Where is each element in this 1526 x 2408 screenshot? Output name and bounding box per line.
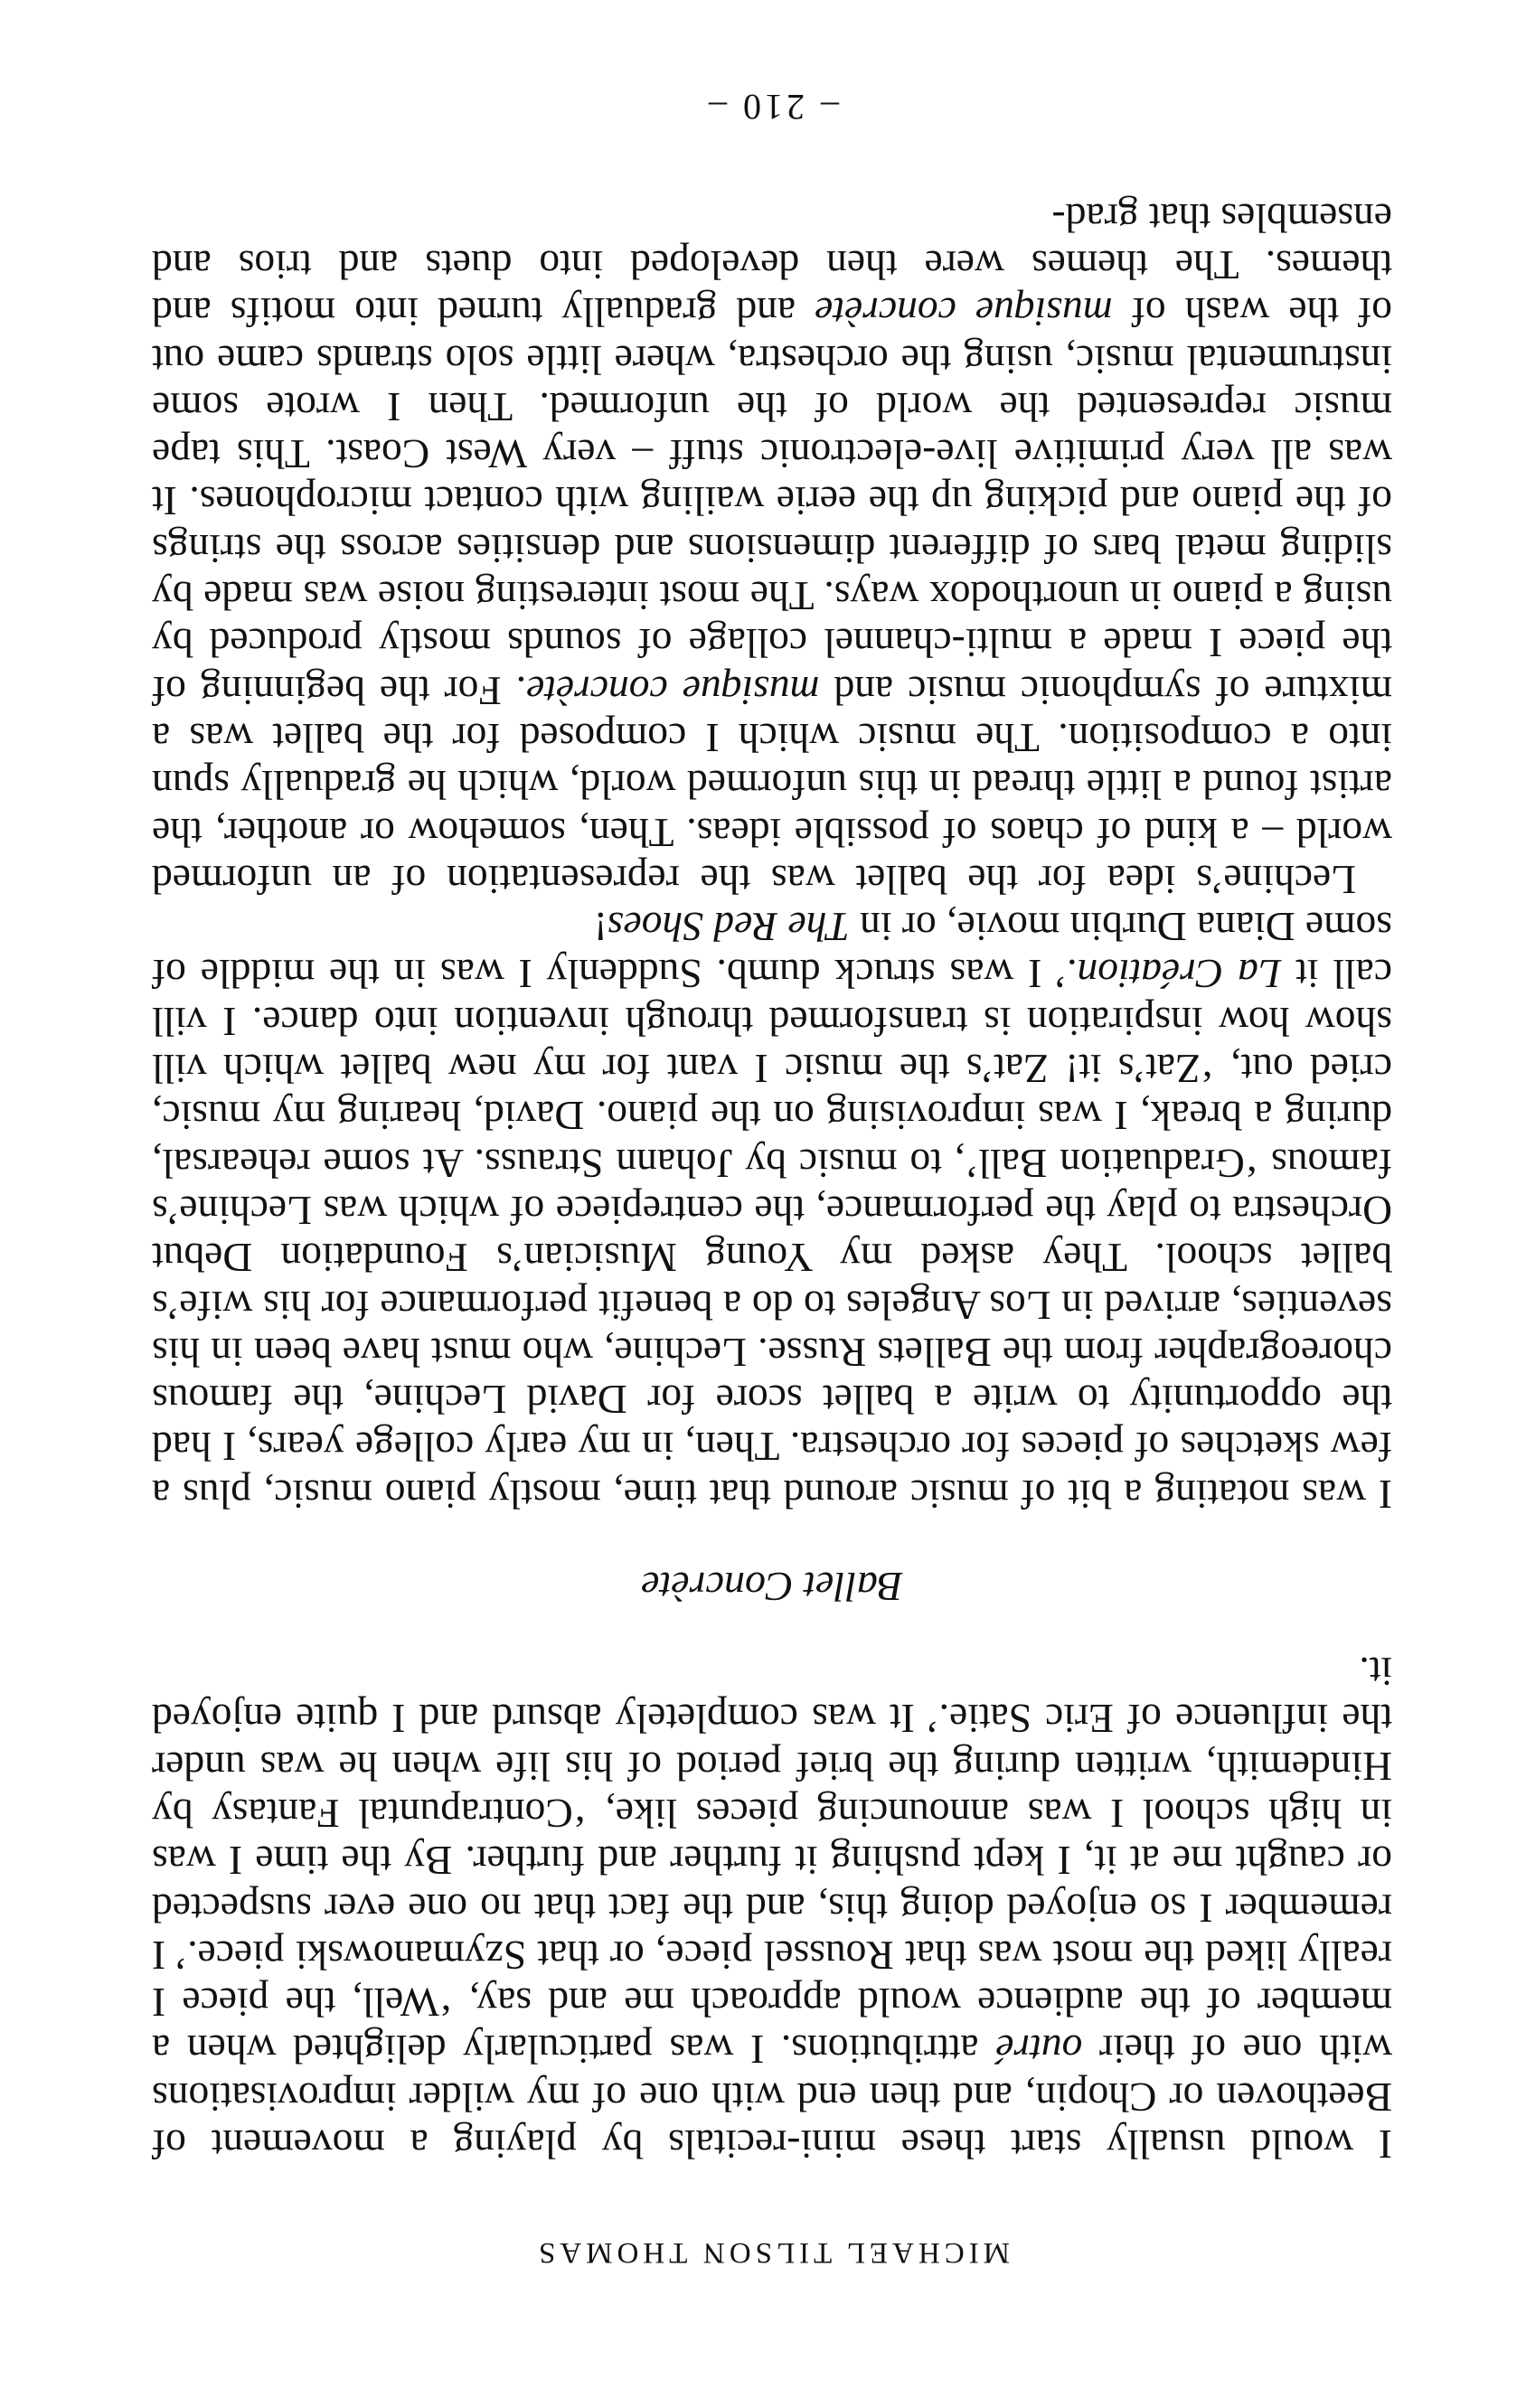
- italic-title: La Création: [1077, 951, 1282, 998]
- text-segment: Lechine’s idea for the ballet was the representation of an unformed world – a kind of chaos of possible ideas. Then, somehow or another, the artist found a little thread in this unformed world, which he gradually spun into a composition. The music which I composed for the ballet was a mixture of symphonic music and: [152, 667, 1392, 903]
- text-segment: !: [593, 904, 608, 951]
- page-number: – 210 –: [705, 87, 839, 128]
- text-segment: .’ I was struck dumb. Suddenly I was in the middle of some Diana Durbin movie, or in: [152, 904, 1392, 998]
- paragraph-mini-recitals: [152, 1648, 1392, 2168]
- paragraph-ballet-score: [152, 903, 1392, 1518]
- italic-title: The Red Shoes: [607, 904, 850, 951]
- running-head: MICHAEL TILSON THOMAS: [533, 2236, 1011, 2269]
- text-segment: attributions. I was particularly delighted when a member of the audience would approach me and say, ‘Well, the piece I really liked the most was that Roussel piece, or that Szymanowski piece.’ I remember I so enjoyed doing this, and the fact that no one ever suspected or caught me at it, I kept pushing it further and further. By the time I was in high school I was announcing pieces like, ‘Contrapuntal Fantasy by Hindemith, written during the brief period of his life when he was under the influence of Eric Satie.’ It was completely absurd and I quite enjoyed it.: [152, 1649, 1392, 2074]
- paragraph-ballet-idea: [152, 193, 1392, 902]
- text-segment: I was notating a bit of music around that time, mostly piano music, plus a few sketches of pieces for orchestra. Then, in my early college years, I had the opportunity to write a ballet score for David Lechine, the famous choreographer from the Ballets Russe. Lechine, who must have been in his seventies, arrived in Los Angeles to do a benefit performance for his wife’s ballet school. They asked my Young Musician’s Foundation Debut Orchestra to play the performance, the centrepiece of which was Lechine’s famous ‘Graduation Ball’, to music by Johann Strauss. At some rehearsal, during a break, I was improvising on the piano. David, hearing my music, cried out, ‘Zat’s it! Zat’s the music I vant for my new ballet which vill show how inspiration is transformed through invention into dance. I vill call it: [152, 951, 1392, 1518]
- italic-term: musique concrète: [815, 289, 1113, 336]
- page-content: [152, 86, 1392, 2280]
- italic-term: outré: [995, 2027, 1083, 2074]
- text-segment: I would usually start these mini-recitals by playing a movement of Beethoven or Chopin, and then end with one of my wilder improvisations with one of their: [152, 2027, 1392, 2168]
- italic-term: musique concrète: [526, 667, 820, 714]
- text-segment: . For the beginning of the piece I made a multi-channel collage of sounds mostly produced by using a piano in unorthodox ways. The most interesting noise was made by sliding metal bars of different dimensions and densities across the strings of the piano and picking up the eerie wailing with contact microphones. It was all very primitive live-electronic stuff – very West Coast. This tape music represented the world of the unformed. Then I wrote some instrumental music, using the orchestra, where little solo strands came out of the wash of: [152, 289, 1392, 714]
- text-segment: and gradually turned into motifs and themes. The themes were then developed into duets and trios and ensembles that grad-: [152, 194, 1392, 336]
- section-heading: Ballet Concrète: [641, 1563, 903, 1610]
